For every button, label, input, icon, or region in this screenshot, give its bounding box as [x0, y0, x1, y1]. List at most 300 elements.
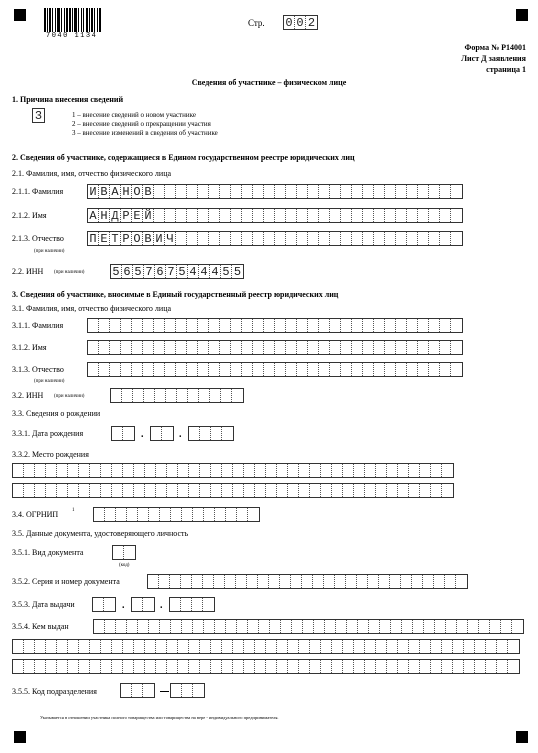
char-cell: Т [110, 232, 121, 245]
char-cell [242, 363, 253, 376]
char-cell [288, 640, 299, 653]
char-cell [330, 209, 341, 222]
char-cell [259, 620, 270, 633]
char-cell [167, 660, 178, 673]
s3-doc-dept-label: 3.5.5. Код подразделения [12, 687, 97, 696]
char-cell [226, 620, 237, 633]
char-cell [24, 464, 35, 477]
char-cell [434, 575, 445, 588]
char-cell [105, 508, 116, 521]
char-cell [357, 575, 368, 588]
char-cell [512, 620, 523, 633]
char-cell [429, 185, 440, 198]
s3-patronymic-note: (при наличии) [34, 379, 65, 384]
char-cell [253, 319, 264, 332]
char-cell [302, 575, 313, 588]
char-cell [451, 185, 462, 198]
s2-surname-field[interactable] [87, 184, 463, 199]
char-cell [277, 464, 288, 477]
char-cell [308, 209, 319, 222]
char-cell [396, 232, 407, 245]
char-cell: Н [121, 185, 132, 198]
char-cell [231, 319, 242, 332]
s3-ogrnip-field[interactable] [93, 507, 260, 522]
char-cell [134, 484, 145, 497]
corner-marker-bottom-right [516, 731, 528, 743]
char-cell [46, 640, 57, 653]
char-cell [244, 484, 255, 497]
s3-doc-issuer-field-2[interactable] [12, 639, 520, 654]
char-cell [210, 389, 221, 402]
s3-birth-month-field[interactable] [150, 426, 174, 441]
s3-doc-year-field[interactable] [169, 597, 215, 612]
char-cell: Й [143, 209, 154, 222]
s3-birth-date-label: 3.3.1. Дата рождения [12, 429, 84, 438]
char-cell [398, 640, 409, 653]
s3-inn-label: 3.2. ИНН [12, 391, 44, 400]
s3-ogrnip-footnote-ref: 1 [72, 508, 75, 513]
s3-doc-dept-field-1[interactable] [120, 683, 155, 698]
char-cell [242, 209, 253, 222]
char-cell: 5 [111, 265, 122, 278]
char-cell [497, 640, 508, 653]
char-cell [413, 620, 424, 633]
char-cell [264, 232, 275, 245]
char-cell [155, 389, 166, 402]
char-cell [187, 232, 198, 245]
char-cell [275, 209, 286, 222]
char-cell [143, 319, 154, 332]
char-cell [354, 660, 365, 673]
s3-birth-place-field-1[interactable] [12, 463, 454, 478]
char-cell [138, 508, 149, 521]
char-cell: 5 [177, 265, 188, 278]
char-cell [407, 185, 418, 198]
char-cell [343, 640, 354, 653]
s3-sub1: 3.1. Фамилия, имя, отчество физического лица [12, 304, 172, 313]
char-cell [88, 319, 99, 332]
char-cell [297, 209, 308, 222]
char-cell [123, 464, 134, 477]
char-cell [105, 620, 116, 633]
char-cell [170, 575, 181, 588]
char-cell [440, 319, 451, 332]
char-cell [181, 575, 192, 588]
char-cell [112, 660, 123, 673]
s3-doc-type-field[interactable] [112, 545, 136, 560]
char-cell [57, 660, 68, 673]
char-cell [209, 363, 220, 376]
char-cell [57, 640, 68, 653]
char-cell: 5 [221, 265, 232, 278]
char-cell [264, 185, 275, 198]
char-cell [79, 660, 90, 673]
char-cell [133, 389, 144, 402]
char-cell [46, 660, 57, 673]
char-cell [255, 660, 266, 673]
char-cell [244, 640, 255, 653]
s1-reason-field[interactable] [32, 108, 45, 123]
char-cell [35, 464, 46, 477]
s3-doc-issuer-field-1[interactable] [93, 619, 524, 634]
char-cell [13, 640, 24, 653]
footnote: Указывается в отношении участника полного товарищества или товарищества на вере - индивидуального предпринимателя. [40, 715, 279, 720]
char-cell [418, 209, 429, 222]
char-cell [365, 640, 376, 653]
char-cell [242, 319, 253, 332]
char-cell [308, 232, 319, 245]
char-cell [121, 684, 132, 697]
char-cell [319, 363, 330, 376]
char-cell [376, 640, 387, 653]
sheet-page: страница 1 [486, 65, 526, 74]
char-cell [134, 660, 145, 673]
char-cell [374, 319, 385, 332]
char-cell [385, 185, 396, 198]
char-cell [299, 484, 310, 497]
s3-birth-year-field[interactable] [188, 426, 234, 441]
char-cell [451, 232, 462, 245]
char-cell [354, 484, 365, 497]
char-cell [321, 640, 332, 653]
char-cell [332, 640, 343, 653]
char-cell [171, 508, 182, 521]
char-cell [297, 341, 308, 354]
page-number-field[interactable] [283, 15, 318, 30]
char-cell [220, 185, 231, 198]
char-cell [310, 660, 321, 673]
char-cell [420, 484, 431, 497]
char-cell [396, 363, 407, 376]
char-cell [209, 319, 220, 332]
char-cell [341, 232, 352, 245]
char-cell [13, 484, 24, 497]
char-cell [292, 620, 303, 633]
char-cell [490, 620, 501, 633]
char-cell [363, 363, 374, 376]
char-cell [352, 363, 363, 376]
page-label: Стр. [248, 18, 265, 28]
char-cell [368, 575, 379, 588]
char-cell [211, 464, 222, 477]
char-cell [374, 209, 385, 222]
char-cell: О [132, 185, 143, 198]
char-cell [442, 660, 453, 673]
char-cell [233, 484, 244, 497]
char-cell [336, 620, 347, 633]
char-cell [407, 341, 418, 354]
char-cell [198, 363, 209, 376]
char-cell [189, 660, 200, 673]
char-cell [242, 341, 253, 354]
char-cell [101, 484, 112, 497]
char-cell [79, 484, 90, 497]
s3-doc-dept-field-2[interactable] [170, 683, 205, 698]
char-cell [387, 640, 398, 653]
char-cell [308, 363, 319, 376]
s3-birth-day-field[interactable] [111, 426, 135, 441]
char-cell [177, 389, 188, 402]
char-cell: В [143, 232, 154, 245]
char-cell [346, 575, 357, 588]
s2-sub1: 2.1. Фамилия, имя, отчество физического лица [12, 169, 172, 178]
char-cell [308, 185, 319, 198]
char-cell [453, 640, 464, 653]
char-cell [178, 464, 189, 477]
char-cell: 7 [144, 265, 155, 278]
char-cell [354, 464, 365, 477]
char-cell [451, 363, 462, 376]
char-cell: 6 [122, 265, 133, 278]
char-cell [151, 427, 162, 440]
char-cell [198, 341, 209, 354]
char-cell [200, 464, 211, 477]
char-cell [134, 464, 145, 477]
char-cell [299, 660, 310, 673]
char-cell [160, 620, 171, 633]
char-cell: 4 [199, 265, 210, 278]
char-cell [385, 363, 396, 376]
char-cell [376, 464, 387, 477]
char-cell [418, 341, 429, 354]
corner-marker-top-left [14, 9, 26, 21]
char-cell: 0 [284, 16, 295, 29]
s3-doc-date-label: 3.5.3. Дата выдачи [12, 600, 75, 609]
char-cell [231, 209, 242, 222]
char-cell [365, 464, 376, 477]
char-cell [244, 464, 255, 477]
char-cell [236, 575, 247, 588]
char-cell [189, 427, 200, 440]
char-cell: И [154, 232, 165, 245]
s3-inn-note: (при наличии) [54, 394, 85, 399]
char-cell [209, 341, 220, 354]
char-cell [269, 575, 280, 588]
char-cell [385, 209, 396, 222]
char-cell: 5 [133, 265, 144, 278]
char-cell: 7 [166, 265, 177, 278]
barcode [44, 8, 108, 32]
char-cell [214, 575, 225, 588]
char-cell [335, 575, 346, 588]
s2-inn-field[interactable] [110, 264, 244, 279]
char-cell [132, 598, 143, 611]
char-cell [264, 363, 275, 376]
char-cell [187, 185, 198, 198]
s3-doc-series-field[interactable] [147, 574, 468, 589]
s2-patronymic-field[interactable] [87, 231, 463, 246]
char-cell [363, 341, 374, 354]
char-cell [209, 232, 220, 245]
char-cell [90, 484, 101, 497]
char-cell [407, 319, 418, 332]
char-cell [149, 620, 160, 633]
char-cell [231, 341, 242, 354]
char-cell [178, 660, 189, 673]
char-cell [288, 660, 299, 673]
char-cell [171, 684, 182, 697]
char-cell [332, 660, 343, 673]
char-cell [277, 660, 288, 673]
char-cell [253, 232, 264, 245]
char-cell [110, 319, 121, 332]
char-cell [486, 660, 497, 673]
char-cell: В [99, 185, 110, 198]
char-cell [363, 319, 374, 332]
char-cell [253, 341, 264, 354]
s2-name-field[interactable] [87, 208, 463, 223]
char-cell: И [88, 185, 99, 198]
char-cell [154, 363, 165, 376]
s2-name-label: 2.1.2. Имя [12, 211, 47, 220]
s3-ogrnip-label: 3.4. ОГРНИП [12, 510, 59, 519]
char-cell [156, 464, 167, 477]
s3-doc-month-field[interactable] [131, 597, 155, 612]
char-cell [420, 660, 431, 673]
char-cell [363, 185, 374, 198]
char-cell [189, 640, 200, 653]
s3-inn-field[interactable] [110, 388, 244, 403]
char-cell [391, 620, 402, 633]
char-cell [225, 575, 236, 588]
char-cell [187, 209, 198, 222]
char-cell [156, 660, 167, 673]
char-cell [46, 484, 57, 497]
char-cell [440, 209, 451, 222]
char-cell [332, 464, 343, 477]
char-cell [398, 464, 409, 477]
char-cell [457, 620, 468, 633]
char-cell [220, 363, 231, 376]
char-cell [266, 660, 277, 673]
char-cell [409, 660, 420, 673]
s3-doc-day-field[interactable] [92, 597, 116, 612]
char-cell [165, 363, 176, 376]
char-cell [101, 464, 112, 477]
char-cell [127, 620, 138, 633]
s3-surname-field[interactable] [87, 318, 463, 333]
char-cell [352, 319, 363, 332]
char-cell [412, 575, 423, 588]
char-cell [297, 185, 308, 198]
char-cell [319, 232, 330, 245]
char-cell [204, 620, 215, 633]
char-cell [159, 575, 170, 588]
char-cell [270, 620, 281, 633]
char-cell: Ч [165, 232, 176, 245]
char-cell [376, 660, 387, 673]
char-cell [286, 209, 297, 222]
char-cell [247, 575, 258, 588]
char-cell [237, 508, 248, 521]
char-cell: Н [99, 209, 110, 222]
char-cell [193, 620, 204, 633]
char-cell [132, 341, 143, 354]
char-cell [319, 185, 330, 198]
char-cell [363, 232, 374, 245]
char-cell [221, 389, 232, 402]
char-cell [341, 209, 352, 222]
char-cell [215, 508, 226, 521]
char-cell [319, 209, 330, 222]
char-cell [385, 232, 396, 245]
s3-birth-place-field-2[interactable] [12, 483, 454, 498]
char-cell [347, 620, 358, 633]
char-cell [297, 363, 308, 376]
char-cell: 4 [188, 265, 199, 278]
char-cell [431, 640, 442, 653]
char-cell [374, 232, 385, 245]
char-cell [286, 319, 297, 332]
char-cell [501, 620, 512, 633]
char-cell [154, 319, 165, 332]
char-cell [286, 363, 297, 376]
char-cell [99, 363, 110, 376]
s3-birth-place-label: 3.3.2. Место рождения [12, 450, 89, 459]
s3-patronymic-field[interactable] [87, 362, 463, 377]
char-cell [132, 684, 143, 697]
s3-name-field[interactable] [87, 340, 463, 355]
char-cell [277, 640, 288, 653]
char-cell [429, 209, 440, 222]
char-cell: О [132, 232, 143, 245]
char-cell [68, 464, 79, 477]
char-cell [110, 363, 121, 376]
char-cell [374, 341, 385, 354]
s1-option-2: 2 – внесение сведений о прекращении участия [72, 120, 211, 128]
corner-marker-bottom-left [14, 731, 26, 743]
char-cell [123, 660, 134, 673]
char-cell [215, 620, 226, 633]
char-cell [211, 660, 222, 673]
char-cell [154, 209, 165, 222]
char-cell [233, 640, 244, 653]
char-cell [90, 640, 101, 653]
char-cell [187, 341, 198, 354]
char-cell [198, 185, 209, 198]
char-cell [79, 640, 90, 653]
char-cell [57, 464, 68, 477]
char-cell [93, 598, 104, 611]
char-cell [112, 464, 123, 477]
char-cell [352, 209, 363, 222]
char-cell [200, 427, 211, 440]
char-cell [222, 660, 233, 673]
char-cell [182, 508, 193, 521]
char-cell [464, 640, 475, 653]
char-cell [308, 319, 319, 332]
char-cell [192, 598, 203, 611]
char-cell [176, 185, 187, 198]
char-cell [418, 319, 429, 332]
char-cell [423, 575, 434, 588]
char-cell [162, 427, 173, 440]
s3-doc-code-note: (код) [119, 563, 130, 568]
date-separator: . [160, 600, 163, 611]
dept-dash [160, 691, 169, 692]
char-cell [231, 232, 242, 245]
char-cell [165, 185, 176, 198]
s3-doc-issuer-field-3[interactable] [12, 659, 520, 674]
char-cell [396, 319, 407, 332]
char-cell [209, 209, 220, 222]
char-cell [280, 575, 291, 588]
char-cell [68, 484, 79, 497]
char-cell [297, 232, 308, 245]
char-cell: 4 [210, 265, 221, 278]
char-cell [321, 660, 332, 673]
char-cell [199, 389, 210, 402]
